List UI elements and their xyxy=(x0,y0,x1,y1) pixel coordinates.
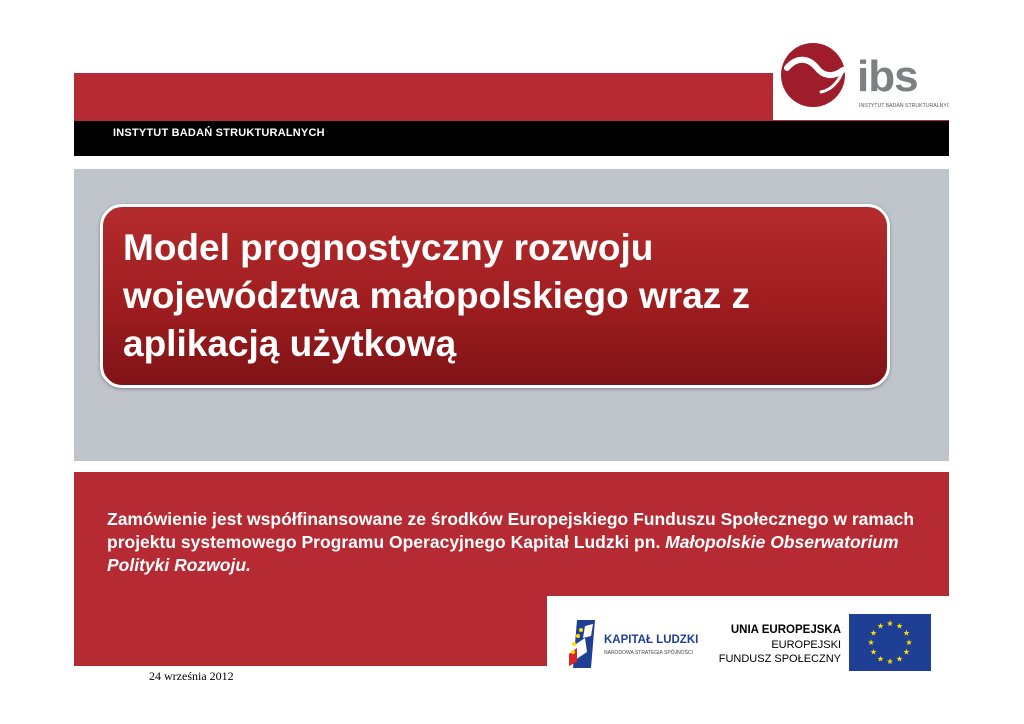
kapital-ludzki-logo-icon xyxy=(569,620,595,668)
main-title-line-3: aplikacją użytkową xyxy=(123,323,457,364)
sponsor-logos-panel xyxy=(547,596,950,692)
ibs-logo xyxy=(773,34,949,120)
eu-flag-icon xyxy=(849,614,931,671)
kapital-ludzki-name: KAPITAŁ LUDZKI xyxy=(604,634,699,646)
ibs-logo-subtitle: INSTYTUT BADAŃ STRUKTURALNYCH xyxy=(859,103,949,109)
ibs-logo-text: ibs xyxy=(857,52,918,101)
funding-statement xyxy=(107,508,917,577)
eu-fund-line-1: EUROPEJSKI xyxy=(771,639,841,651)
kapital-ludzki-subtitle: NARODOWA STRATEGIA SPÓJNOŚCI xyxy=(604,650,693,656)
sponsor-logos xyxy=(547,596,950,692)
eu-title: UNIA EUROPEJSKA xyxy=(730,624,841,636)
funding-text-main: Zamówienie jest współfinansowane ze środków Europejskiego Funduszu Społecznego w ramach projektu systemowego Programu Operacyjnego Kapitał Ludzki pn. xyxy=(107,509,915,552)
main-title-line-2: województwa małopolskiego wraz z xyxy=(123,275,751,316)
main-title-line-1: Model prognostyczny rozwoju xyxy=(123,227,654,268)
funding-text-program: Małopolskie Obserwatorium Polityki Rozwoju. xyxy=(107,532,899,575)
footer-date: 24 września 2012 xyxy=(149,669,234,683)
institute-name: INSTYTUT BADAŃ STRUKTURALNYCH xyxy=(113,127,325,139)
main-title xyxy=(123,224,863,368)
ibs-logo-icon xyxy=(773,34,949,120)
eu-fund-line-2: FUNDUSZ SPOŁECZNY xyxy=(718,653,841,665)
